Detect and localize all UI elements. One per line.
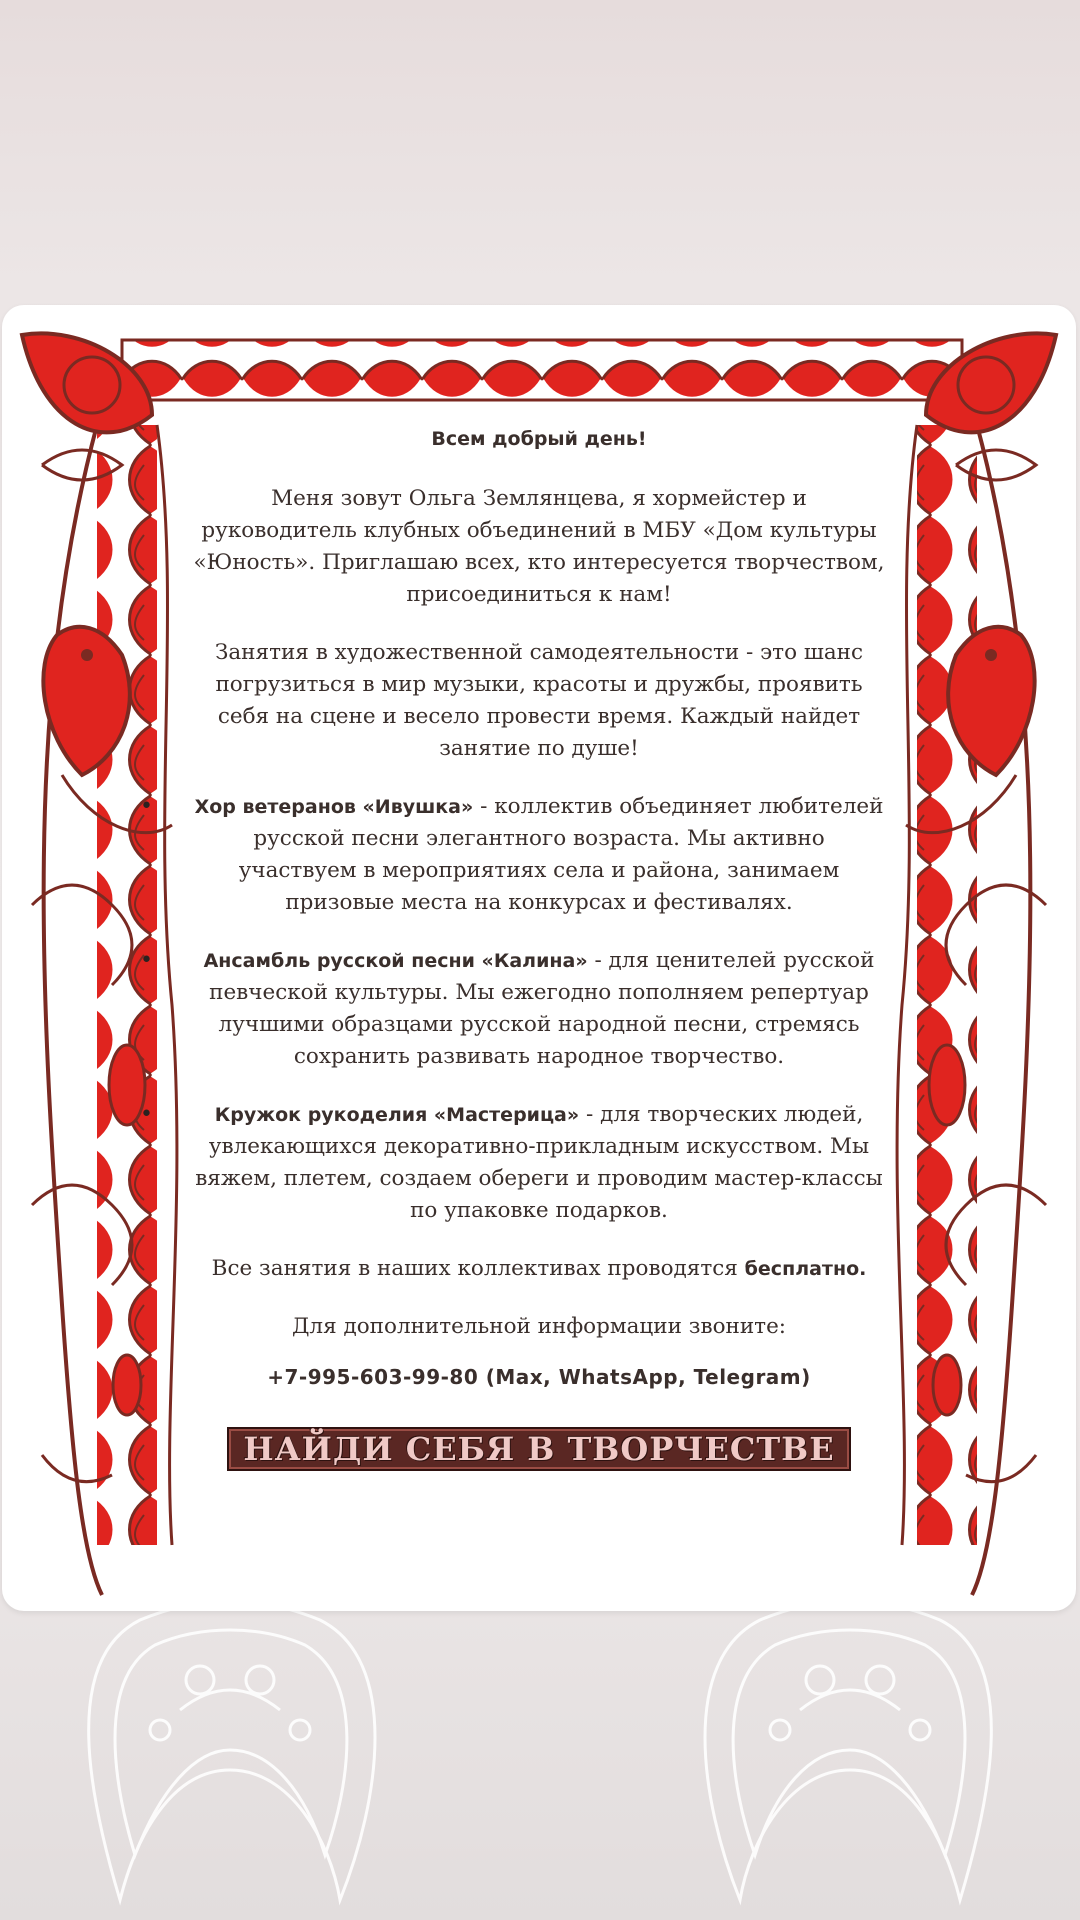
- bullet-icon: •: [140, 948, 153, 973]
- kokoshnik-lace-icon: [89, 1601, 375, 1900]
- group-description: - коллектив объединяет любителей русской песни элегантного возраста. Мы активно участвуем в мероприятиях села и района, занимаем призовые места на конкурсах и фестивалях.: [238, 794, 884, 915]
- bullet-icon: •: [140, 794, 153, 819]
- bullet-icon: •: [140, 1102, 153, 1127]
- group-description: - для творческих людей, увлекающихся декоративно-прикладным искусством. Мы вяжем, плетем, создаем обереги и проводим мастер-классы по упаковке подарков.: [195, 1102, 883, 1223]
- groups-list: [140, 791, 886, 1227]
- group-name: Кружок рукоделия «Мастерица»: [214, 1104, 580, 1126]
- poster-card: [2, 305, 1076, 1611]
- list-item: [140, 945, 886, 1073]
- list-item: [140, 791, 886, 919]
- top-knot-band: [122, 340, 962, 400]
- group-name: Ансамбль русской песни «Калина»: [203, 950, 588, 972]
- group-name: Хор ветеранов «Ивушка»: [194, 796, 474, 818]
- classes-paragraph: Занятия в художественной самодеятельности - это шанс погрузиться в мир музыки, красоты и дружбы, проявить себя на сцене и весело провести время. Каждый найдет занятие по душе!: [214, 640, 864, 761]
- contact-info-label: Для дополнительной информации звоните:: [291, 1314, 787, 1339]
- phone-number: +7-995-603-99-80 (Max, WhatsApp, Telegram): [267, 1365, 811, 1389]
- free-classes-note: [192, 1253, 886, 1285]
- greeting: Всем добрый день!: [431, 428, 647, 450]
- group-description: - для ценителей русской певческой культуры. Мы ежегодно пополняем репертуар лучшими образцами русской народной песни, стремясь сохранить развивать народное творчество.: [209, 948, 875, 1069]
- list-item: [140, 1099, 886, 1227]
- free-word: бесплатно.: [744, 1258, 867, 1280]
- poster-text: [140, 423, 886, 1471]
- kokoshnik-lace-icon: [705, 1601, 991, 1900]
- background-ornaments: [0, 1600, 1080, 1920]
- slogan-banner: НАЙДИ СЕБЯ В ТВОРЧЕСТВЕ: [227, 1427, 850, 1471]
- intro-paragraph: Меня зовут Ольга Землянцева, я хормейстер и руководитель клубных объединений в МБУ «Дом культуры «Юность». Приглашаю всех, кто интересуется творчеством, присоединиться к нам!: [193, 486, 885, 607]
- free-text: Все занятия в наших коллективах проводятся: [211, 1256, 745, 1281]
